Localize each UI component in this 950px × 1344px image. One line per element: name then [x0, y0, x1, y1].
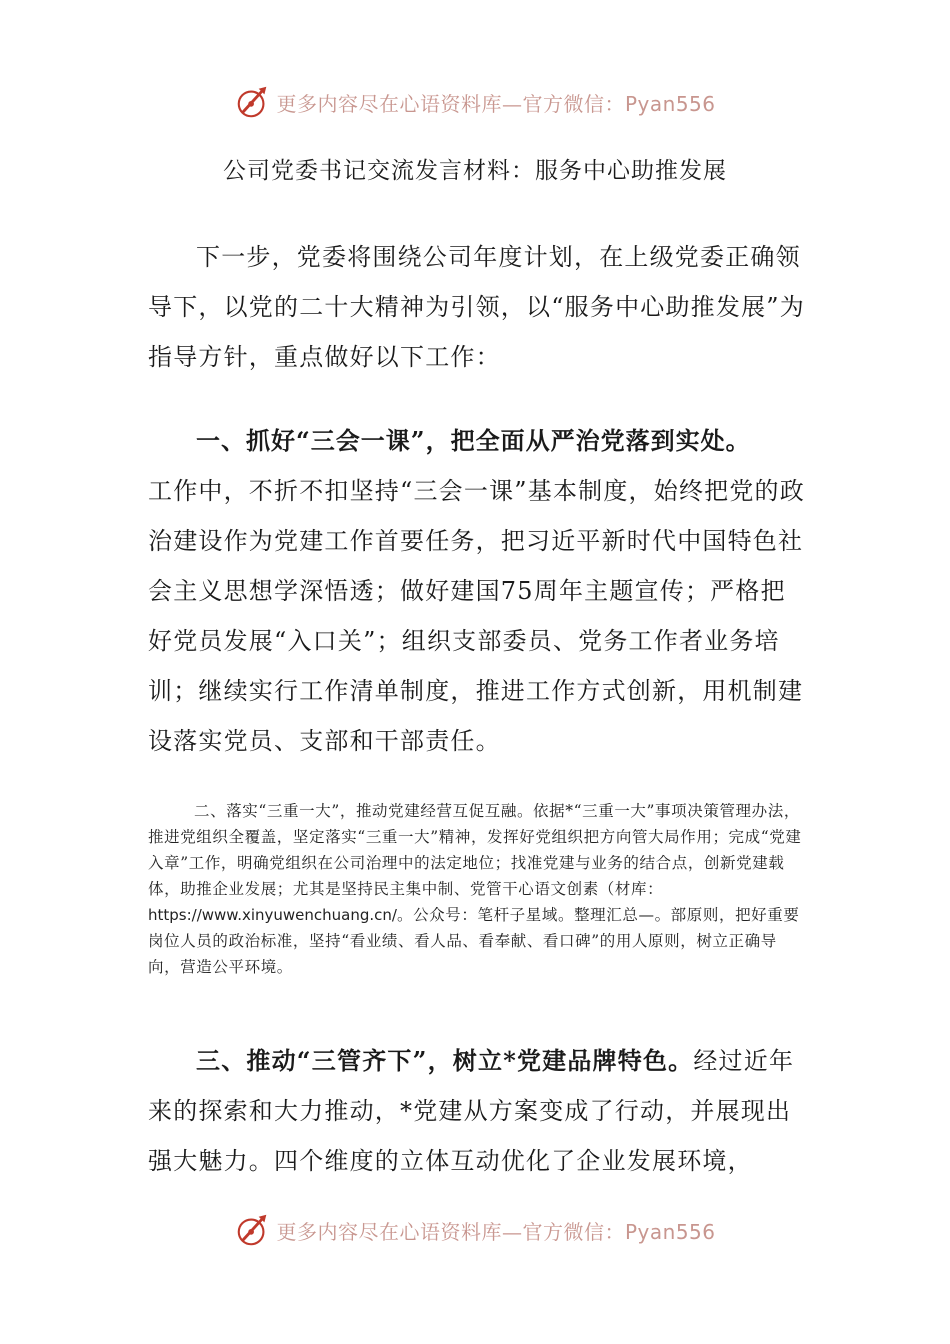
watermark-banner-bottom [0, 1210, 950, 1250]
banner-text-en: Pyan556 [624, 1219, 716, 1244]
banner-text-en: Pyan556 [624, 91, 716, 116]
section-1 [148, 416, 808, 766]
watermark-banner-top [0, 82, 950, 122]
section-2-text-b: 。公众号：笔杆子星域。整理汇总—。部原则，把好重要岗位人员的政治标准，坚持“看业绩、看人品、看奉献、看口碑”的用人原则，树立正确导向，营造公平环境。 [148, 906, 800, 976]
intro-paragraph: 下一步，党委将围绕公司年度计划，在上级党委正确领导下，以党的二十大精神为引领，以“服务中心助推发展”为指导方针，重点做好以下工作： [148, 243, 805, 371]
section-2-text-a: 二、落实“三重一大”，推动党建经营互促互融。依据*“三重一大”事项决策管理办法，推进党组织全覆盖，坚定落实“三重一大”精神，发挥好党组织把方向管大局作用；完成“党建入章”工作，明确党组织在公司治理中的法定地位；找准党建与业务的结合点，创新党建载体，助推企业发展；尤其是坚持民主集中制、党管干心语文创素（材库： [148, 802, 802, 898]
section-2-url: https://www.xinyuwenchuang.cn/ [148, 906, 397, 924]
section-1-body: 工作中，不折不扣坚持“三会一课”基本制度，始终把党的政治建设作为党建工作首要任务，把习近平新时代中国特色社会主义思想学深悟透；做好建国75周年主题宣传；严格把好党员发展“入口关”；组织支部委员、党务工作者业务培训；继续实行工作清单制度，推进工作方式创新，用机制建设落实党员、支部和干部责任。 [148, 477, 805, 755]
section-3-heading: 三、推动“三管齐下”，树立*党建品牌特色。 [196, 1046, 694, 1075]
section-2-paragraph [148, 798, 808, 980]
pen-circle-logo-icon [234, 1211, 272, 1249]
section-3-body: 经过近年来的探索和大力推动，*党建从方案变成了行动，并展现出强大魅力。四个维度的立体互动优化了企业发展环境， [148, 1047, 795, 1175]
section-1-heading: 一、抓好“三会一课”，把全面从严治党落到实处。 [196, 426, 751, 455]
section-3 [148, 1036, 808, 1186]
pen-circle-logo-icon [234, 83, 272, 121]
banner-text-cn: 更多内容尽在心语资料库—官方微信： [276, 1219, 625, 1244]
banner-text-cn: 更多内容尽在心语资料库—官方微信： [276, 91, 625, 116]
document-title: 公司党委书记交流发言材料：服务中心助推发展 [223, 158, 727, 184]
